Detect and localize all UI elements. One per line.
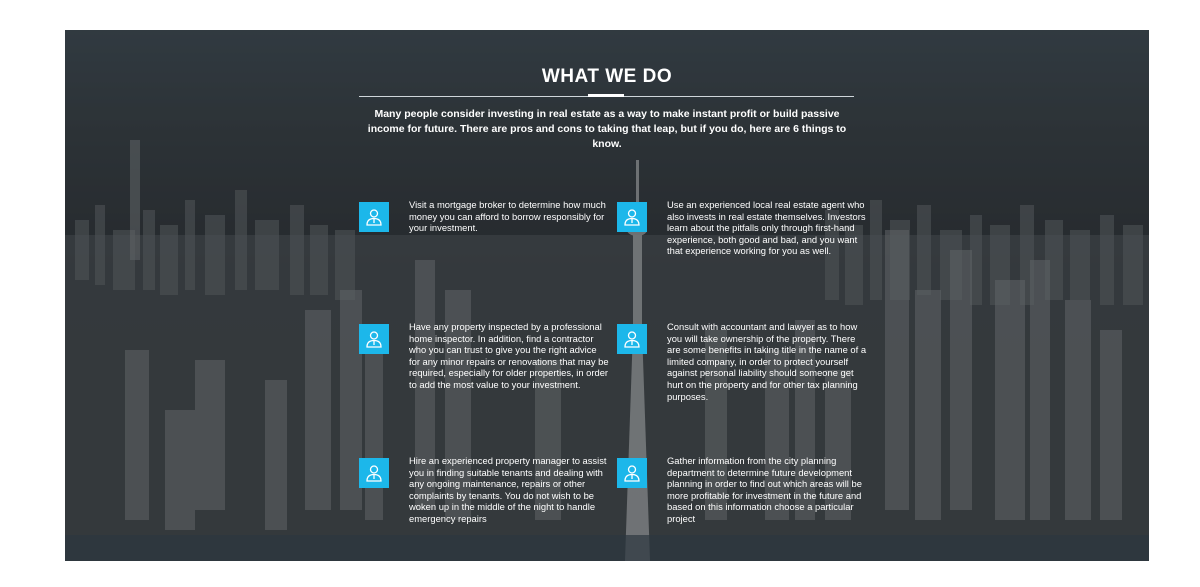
tip-text: Have any property inspected by a professional home inspector. In addition, find a contractor who you can trust to give you the right advice for any minor repairs or renovations that may be required, especially for older properties, in order to add the most value to your investment. (409, 321, 609, 390)
tip-text: Consult with accountant and lawyer as to how you will take ownership of the property. There are some benefits in taking title in the name of a limited company, in order to protect yourself against personal liability should someone get hurt on the property and for other tax planning purposes. (667, 321, 867, 402)
agent-icon (359, 324, 389, 354)
agent-icon (359, 458, 389, 488)
tip-text: Visit a mortgage broker to determine how much money you can afford to borrow responsibly for your investment. (409, 199, 606, 234)
section-heading: WHAT WE DO (541, 66, 673, 87)
tip-text: Hire an experienced property manager to assist you in finding suitable tenants and dealing with any ongoing maintenance, repairs or other complaints by tenants. You do not wish to be woken up in the middle of the night to handle emergency repairs (409, 455, 607, 524)
heading-divider-accent (588, 94, 624, 97)
agent-icon (359, 202, 389, 232)
agent-icon (617, 324, 647, 354)
tip-text: Gather information from the city planning department to determine future development planning in order to find out which areas will be more profitable for investment in the future and based on this information choose a particular project (667, 455, 862, 524)
agent-icon (617, 202, 647, 232)
section-intro: Many people consider investing in real estate as a way to make instant profit or build passive income for future. There are pros and cons to taking that leap, but if you do, here are 6 things to know. (367, 108, 847, 150)
agent-icon (617, 458, 647, 488)
what-we-do-section (65, 30, 1149, 561)
tip-text: Use an experienced local real estate agent who also invests in real estate themselves. Investors learn about the pitfalls only through first-hand experience, both good and bad, and you want that experience working for you as well. (667, 199, 866, 257)
